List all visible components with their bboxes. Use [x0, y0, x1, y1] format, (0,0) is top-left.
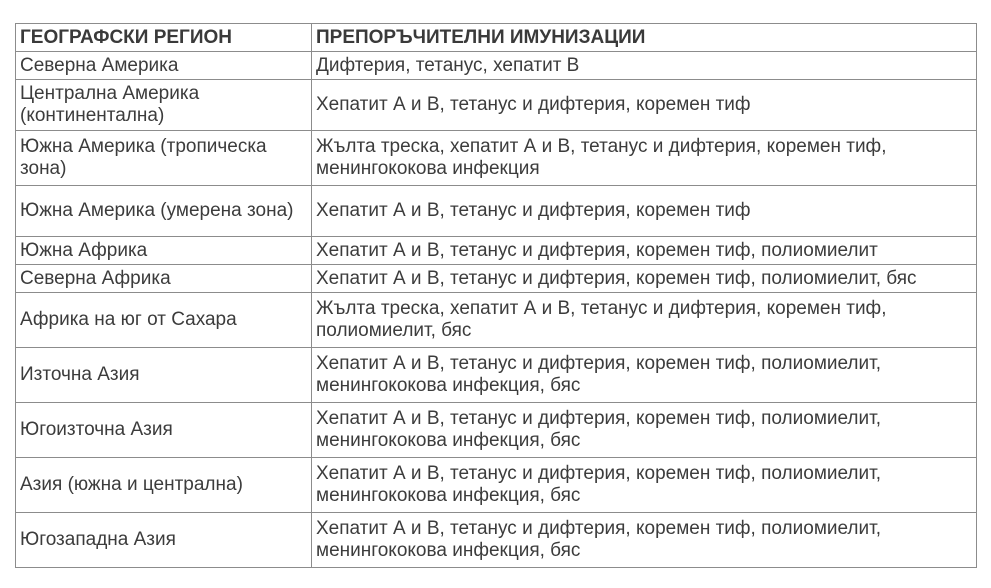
immunizations-cell: Жълта треска, хепатит А и В, тетанус и дифтерия, коремен тиф, менингококова инфекция	[312, 131, 977, 186]
immunizations-cell: Хепатит А и В, тетанус и дифтерия, коремен тиф, полиомиелит, менингококова инфекция, бяс	[312, 458, 977, 513]
table-row	[16, 458, 977, 513]
immunizations-cell: Хепатит А и В, тетанус и дифтерия, коремен тиф, полиомиелит, менингококова инфекция, бяс	[312, 403, 977, 458]
immunizations-cell: Хепатит А и В, тетанус и дифтерия, коремен тиф	[312, 186, 977, 237]
table-row	[16, 186, 977, 237]
immunization-table	[15, 23, 977, 568]
region-cell: Азия (южна и централна)	[16, 458, 312, 513]
region-cell: Източна Азия	[16, 348, 312, 403]
table-row	[16, 403, 977, 458]
table-row	[16, 237, 977, 265]
region-cell: Югозападна Азия	[16, 513, 312, 568]
table-row	[16, 293, 977, 348]
region-cell: Централна Америка (континентална)	[16, 80, 312, 131]
immunizations-cell: Хепатит А и В, тетанус и дифтерия, коремен тиф, полиомиелит	[312, 237, 977, 265]
immunizations-cell: Хепатит А и В, тетанус и дифтерия, коремен тиф, полиомиелит, бяс	[312, 265, 977, 293]
table-row	[16, 80, 977, 131]
region-cell: Южна Африка	[16, 237, 312, 265]
immunizations-cell: Хепатит А и В, тетанус и дифтерия, коремен тиф	[312, 80, 977, 131]
table-row	[16, 131, 977, 186]
header-row	[16, 24, 977, 52]
immunizations-cell: Жълта треска, хепатит А и В, тетанус и дифтерия, коремен тиф, полиомиелит, бяс	[312, 293, 977, 348]
table-row	[16, 348, 977, 403]
table-row	[16, 52, 977, 80]
header-immunizations: ПРЕПОРЪЧИТЕЛНИ ИМУНИЗАЦИИ	[312, 24, 977, 52]
region-cell: Южна Америка (тропическа зона)	[16, 131, 312, 186]
immunizations-cell: Хепатит А и В, тетанус и дифтерия, коремен тиф, полиомиелит, менингококова инфекция, бяс	[312, 348, 977, 403]
region-cell: Африка на юг от Сахара	[16, 293, 312, 348]
table-row	[16, 265, 977, 293]
region-cell: Южна Америка (умерена зона)	[16, 186, 312, 237]
immunizations-cell: Хепатит А и В, тетанус и дифтерия, коремен тиф, полиомиелит, менингококова инфекция, бяс	[312, 513, 977, 568]
header-region: ГЕОГРАФСКИ РЕГИОН	[16, 24, 312, 52]
region-cell: Северна Африка	[16, 265, 312, 293]
region-cell: Северна Америка	[16, 52, 312, 80]
table-row	[16, 513, 977, 568]
immunizations-cell: Дифтерия, тетанус, хепатит В	[312, 52, 977, 80]
region-cell: Югоизточна Азия	[16, 403, 312, 458]
